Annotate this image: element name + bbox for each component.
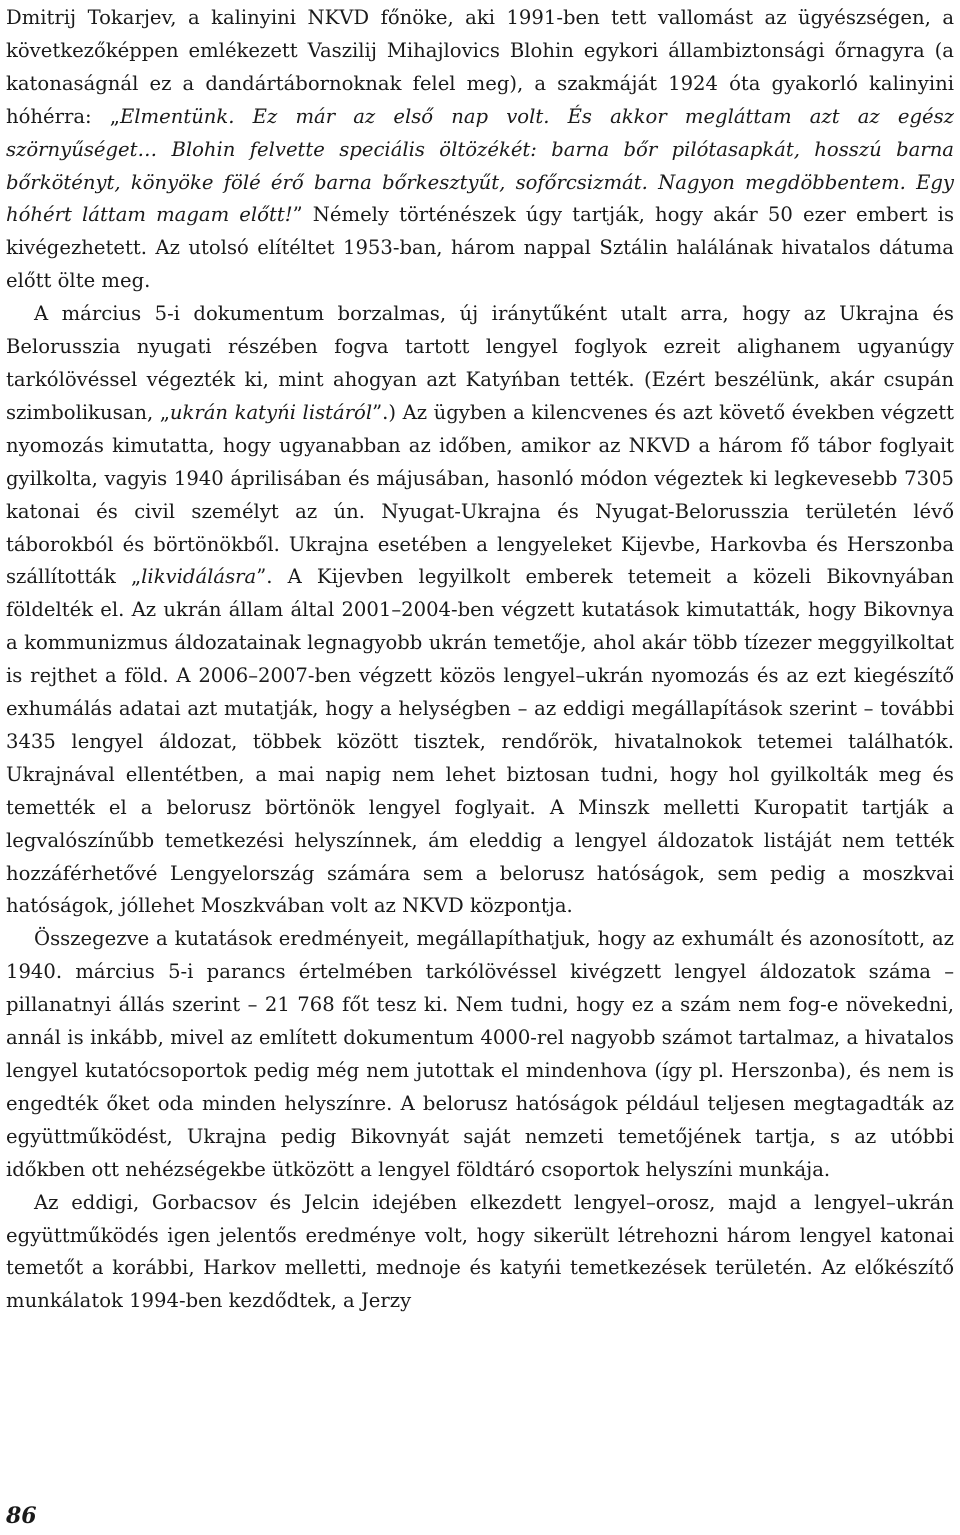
text-span: ”.) Az ügyben a kilencvenes és azt követő években végzett nyomozás kimutatta, hogy ugyanabban az időben, amikor az NKVD a három fő tábor foglyait gyilkolta, vagyis 1940 áprilisában és májusában, hasonló módon végeztek ki legkevesebb 7305 katonai és civil személyt az ún. Nyugat-Ukrajna és Nyugat-Belorusszia területén lévő táborokból és börtönökből. Ukrajna esetében a lengyeleket Kijevbe, Harkovba és Herszonba szállították „ — [6, 400, 954, 589]
text-span: A március 5-i dokumentum borzalmas, új iránytűként utalt arra, hogy az Ukrajna és Belorusszia nyugati részében fogva tartott lengyel foglyok ezreit alighanem ugyanúgy tarkólövéssel végezték ki, mint ahogyan azt Katyńban tették. (Ezért beszélünk, akár csupán szimbolikusan, „ — [6, 302, 954, 424]
paragraph-4 — [6, 1187, 954, 1319]
quote-italic: Elmentünk. Ez már az első nap volt. És akkor megláttam azt az egész szörnyűséget… Blohin felvette speciális öltözékét: barna bőr pilótasapkát, hosszú barna bőrkötényt, könyöke fölé érő barna bőrkesztyűt, sofőrcsizmát. Nagyon megdöbbentem. Egy hóhért láttam magam előtt! — [6, 104, 954, 227]
text-span: Dmitrij Tokarjev, a kalinyini NKVD főnöke, aki 1991-ben tett vallomást az ügyészségen, a következőképpen emlékezett Vaszilij Mihajlovics Blohin egykori állambiztonsági őrnagyra (a katonaságnál ez a dandártábornoknak felel meg), a szakmáját 1924 óta gyakorló kalinyini hóhérra: „ — [6, 6, 954, 128]
paragraph-3 — [6, 923, 954, 1186]
paragraph-2 — [6, 298, 954, 923]
text-span: ”. A Kijevben legyilkolt emberek tetemeit a közeli Bikovnyában földelték el. Az ukrán állam által 2001–2004-ben végzett kutatások kimutatták, hogy Bikovnya a kommunizmus áldozatainak legnagyobb ukrán temetője, ahol akár több tízezer meggyilkoltat is rejthet a föld. A 2006–2007-ben végzett közös lengyel–ukrán nyomozás és az ezt kiegészítő exhumálás adatai azt mutatják, hogy a helységben – az eddigi megállapítások szerint – további 3435 lengyel áldozat, többek között tisztek, rendőrök, hivatalnokok tetemei találhatók. Ukrajnával ellentétben, a mai napig nem lehet biztosan tudni, hogy hol gyilkolták meg és temették el a belorusz börtönök lengyel foglyait. A Minszk melletti Kuropatit tartják a legvalószínűbb temetkezési helyszínnek, ám eleddig a lengyel áldozatok listáját nem tették hozzáférhetővé Lengyelország számára sem a belorusz hatóságok, sem pedig a moszkvai hatóságok, jóllehet Moszkvában volt az NKVD központja. — [6, 565, 954, 918]
page-body — [6, 0, 954, 1318]
quote-italic: ukrán katyńi listáról — [169, 400, 373, 424]
text-span: Összegezve a kutatások eredményeit, megállapíthatjuk, hogy az exhumált és azonosított, az 1940. március 5-i parancs értelmében tarkólövéssel kivégzett lengyel áldozatok száma – pillanatnyi állás szerint – 21 768 főt tesz ki. Nem tudni, hogy ez a szám nem fog-e növekedni, annál is inkább, mivel az említett dokumentum 4000-rel nagyobb számot tartalmaz, a hivatalos lengyel kutatócsoportok pedig még nem jutottak el mindenhova (így pl. Herszonba), és nem is engedték őket oda minden helyszínre. A belorusz hatóságok például teljesen megtagadták az együttműködést, Ukrajna pedig Bikovnyát saját nemzeti temetőjének tartja, s az utóbbi időkben ott nehézségekbe ütközött a lengyel földtáró csoportok helyszíni munkája. — [6, 927, 954, 1181]
quote-italic: likvidálásra — [141, 565, 257, 589]
page-number: 86 — [6, 1503, 37, 1529]
paragraph-1 — [6, 2, 954, 298]
text-span: ” Némely történészek úgy tartják, hogy akár 50 ezer embert is kivégezhetett. Az utolsó elítéltet 1953-ban, három nappal Sztálin halálának hivatalos dátuma előtt ölte meg. — [6, 203, 955, 293]
text-span: Az eddigi, Gorbacsov és Jelcin idejében elkezdett lengyel–orosz, majd a lengyel–ukrán együttműködés igen jelentős eredménye volt, hogy sikerült létrehozni három lengyel katonai temetőt a korábbi, Harkov melletti, mednoje és katyńi temetkezések területén. Az előkészítő munkálatok 1994-ben kezdődtek, a Jerzy — [6, 1190, 954, 1313]
